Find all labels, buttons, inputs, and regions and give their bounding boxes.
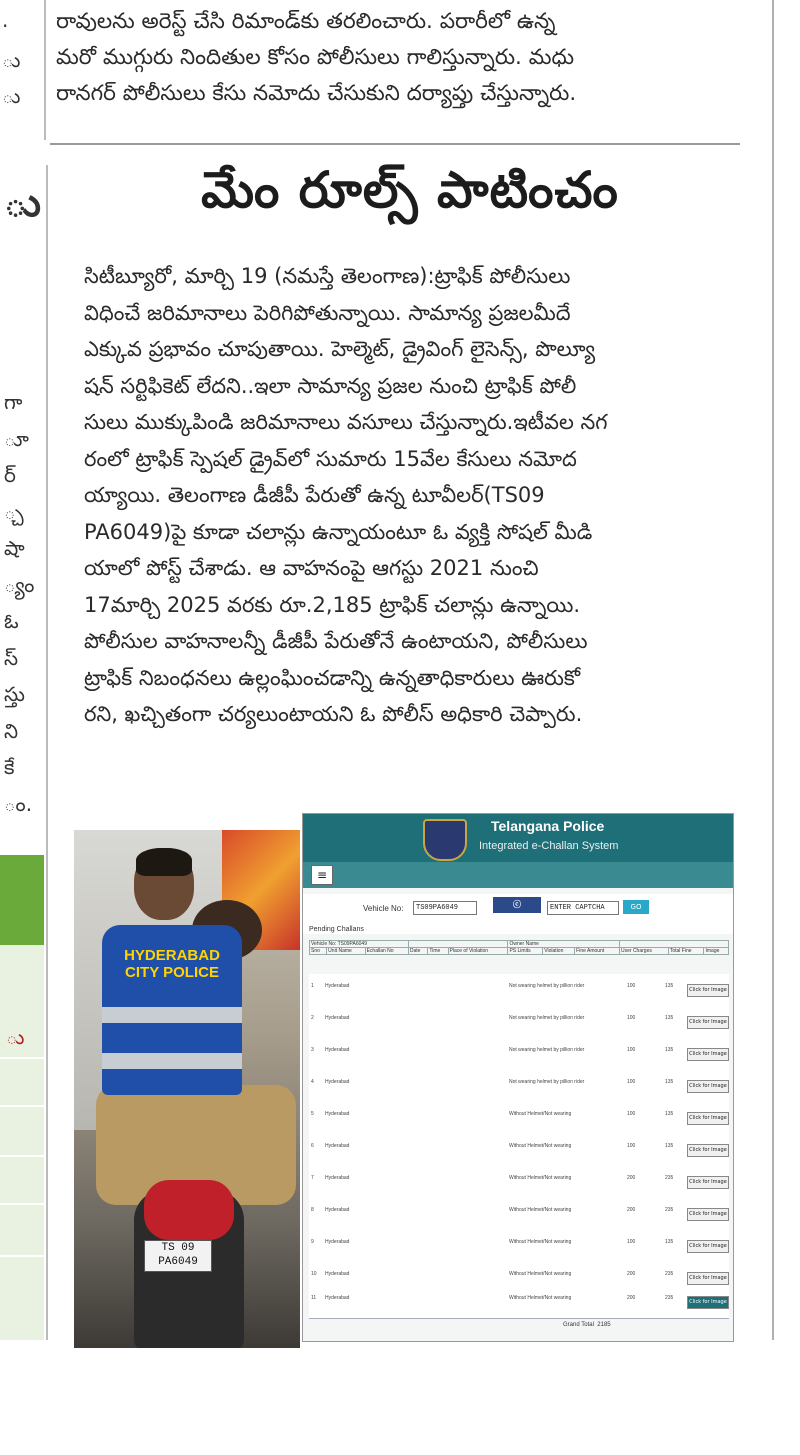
police-badge-icon (423, 819, 467, 861)
left-light-block (0, 945, 44, 1340)
top-article-line: రావులను అరెస్ట్ చేసి రిమాండ్‌కు తరలించారు. పరారీలో ఉన్న (56, 9, 556, 34)
captcha-image: ⓒ (493, 897, 541, 913)
view-image-button[interactable]: Click for Image (687, 1296, 729, 1309)
table-row: 11 Hyderabad Without Helmet/Not wearing 200 235 Click for Image (309, 1286, 729, 1319)
view-image-button[interactable]: Click for Image (687, 1176, 729, 1189)
article-line: ఎక్కువ ప్రభావం చూపుతాయి. హెల్మెట్, డ్రైవింగ్ లైసెన్స్, పొల్యూ (84, 337, 596, 361)
captcha-input[interactable]: ENTER CAPTCHA (547, 901, 619, 915)
column-divider (44, 0, 46, 140)
left-headline-fragment: ు (4, 180, 41, 226)
left-fragment: ు (6, 1025, 25, 1049)
left-fragment: ఓ (4, 609, 19, 633)
view-image-button[interactable]: Click for Image (687, 1208, 729, 1221)
left-fragment: ు (2, 84, 21, 108)
left-fragment: గా (4, 390, 23, 414)
table-row: 9 Hyderabad Without Helmet/Not wearing 100 135 Click for Image (309, 1230, 729, 1265)
table-row: 10 Hyderabad Without Helmet/Not wearing 200 235 Click for Image (309, 1262, 729, 1297)
article-line: విధించే జరిమానాలు పెరిగిపోతున్నాయి. సామాన్య ప్రజలమీదే (84, 300, 571, 325)
left-fragment: ర్ (4, 463, 16, 487)
left-fragment: . (2, 8, 9, 32)
article-line: య్యాయి. తెలంగాణ డీజీపీ పేరుతో ఉన్న టూవీలర్(TS09 (84, 483, 545, 507)
view-image-button[interactable]: Click for Image (687, 1240, 729, 1253)
pending-challans-label: Pending Challans (309, 926, 364, 933)
article-line: రని, ఖచ్చితంగా చర్యలుంటాయని ఓ పోలీస్ అధికారి చెప్పారు. (84, 702, 583, 726)
article-body (84, 258, 744, 733)
view-image-button[interactable]: Click for Image (687, 984, 729, 997)
view-image-button[interactable]: Click for Image (687, 1048, 729, 1061)
police-vest (102, 925, 242, 1095)
article-line: ట్రాఫిక్ నిబంధనలు ఉల్లంఘించడాన్ని ఉన్నతాధికారులు ఊరుకో (84, 665, 581, 690)
article-line: 17మార్చి 2025 వరకు రూ.2,185 ట్రాఫిక్ చలాన్లు ఉన్నాయి. (84, 592, 581, 617)
article-line: PA6049)పై కూడా చలాన్లు ఉన్నాయంటూ ఓ వ్యక్తి సోషల్ మీడి (84, 519, 593, 544)
menu-icon[interactable]: ≡ (311, 865, 333, 885)
view-image-button[interactable]: Click for Image (687, 1112, 729, 1125)
left-fragment: ం. (4, 792, 33, 816)
top-article-line: రానగర్ పోలీసులు కేసు నమోదు చేసుకుని దర్యాప్తు చేస్తున్నారు. (56, 81, 577, 106)
article-line: షన్ సర్టిఫికెట్ లేదని..ఇలా సామాన్య ప్రజల నుంచి ట్రాఫిక్ పోలీ (84, 373, 577, 398)
left-fragment: షా (4, 536, 25, 560)
police-bike-photo (74, 830, 300, 1348)
echallan-title: Telangana Police (491, 818, 605, 834)
table-row: 7 Hyderabad Without Helmet/Not wearing 200 235 Click for Image (309, 1166, 729, 1201)
echallan-header (303, 814, 733, 862)
article-line: పోలీసుల వాహనాలన్నీ డీజీపీ పేరుతోనే ఉంటాయని, పోలీసులు (84, 629, 588, 653)
top-article-line: మరో ముగ్గురు నిందితుల కోసం పోలీసులు గాలిస్తున్నారు. మధు (56, 45, 575, 70)
left-fragment: ూ (4, 427, 29, 451)
left-fragment: ్యం (4, 573, 35, 597)
article-line: రంలో ట్రాఫిక్ స్పెషల్ డ్రైవ్‌లో సుమారు 15వేల కేసులు నమోద (84, 446, 577, 471)
table-row: 1 Hyderabad Not wearing helmet by pillion rider 100 135 Click for Image (309, 974, 729, 1009)
left-fragment: ని (4, 719, 19, 743)
top-article-text (56, 4, 746, 112)
go-button[interactable]: GO (623, 900, 649, 914)
vehicle-label: Vehicle No: (363, 904, 404, 913)
echallan-subtitle: Integrated e-Challan System (479, 840, 619, 852)
article-headline: మేం రూల్స్ పాటించం (201, 160, 619, 219)
number-plate: TS 09 PA6049 (144, 1240, 212, 1272)
view-image-button[interactable]: Click for Image (687, 1080, 729, 1093)
column-divider (46, 165, 48, 1340)
table-row: 6 Hyderabad Without Helmet/Not wearing 100 135 Click for Image (309, 1134, 729, 1169)
echallan-navbar (303, 862, 733, 888)
article-line: సిటీబ్యూరో, మార్చి 19 (నమస్తే తెలంగాణ):ట్రాఫిక్ పోలీసులు (84, 264, 571, 288)
echallan-screenshot (302, 813, 734, 1342)
left-fragment: స్తు (4, 682, 25, 706)
left-fragment: ్చ (4, 500, 24, 524)
view-image-button[interactable]: Click for Image (687, 1144, 729, 1157)
vest-text: HYDERABAD (124, 947, 220, 964)
table-row: 8 Hyderabad Without Helmet/Not wearing 200 235 Click for Image (309, 1198, 729, 1233)
left-fragment: ు (2, 48, 21, 72)
vehicle-number-input[interactable]: TS09PA6049 (413, 901, 477, 915)
right-column-rule (772, 0, 774, 1340)
vest-text: CITY POLICE (125, 964, 219, 981)
left-column-top-fragments (0, 0, 40, 140)
table-row: 5 Hyderabad Without Helmet/Not wearing 100 135 Click for Image (309, 1102, 729, 1137)
grand-total: Grand Total 2185 (563, 1322, 611, 1328)
view-image-button[interactable]: Click for Image (687, 1016, 729, 1029)
table-row: 4 Hyderabad Not wearing helmet by pillion rider 100 135 Click for Image (309, 1070, 729, 1105)
table-row: 3 Hyderabad Not wearing helmet by pillion rider 100 135 Click for Image (309, 1038, 729, 1073)
table-row: 2 Hyderabad Not wearing helmet by pillion rider 100 135 Click for Image (309, 1006, 729, 1041)
view-image-button[interactable]: Click for Image (687, 1272, 729, 1285)
left-fragment: కే (4, 755, 15, 779)
article-separator (50, 143, 740, 145)
article-line: యాలో పోస్ట్ చేశాడు. ఆ వాహనంపై ఆగస్టు 2021 నుంచి (84, 556, 539, 580)
left-fragment: స్ (4, 646, 19, 670)
left-green-block (0, 855, 44, 945)
article-line: సులు ముక్కుపిండి జరిమానాలు వసూలు చేస్తున్నారు.ఇటీవల నగ (84, 410, 608, 434)
challan-table-header: Vehicle No: TS09PA6049 Owner Name Sno Unit Name Echallan No Date Time Place of Violation PS Limits Violation Fine Amount User Charges Total Fine Image (309, 940, 729, 955)
